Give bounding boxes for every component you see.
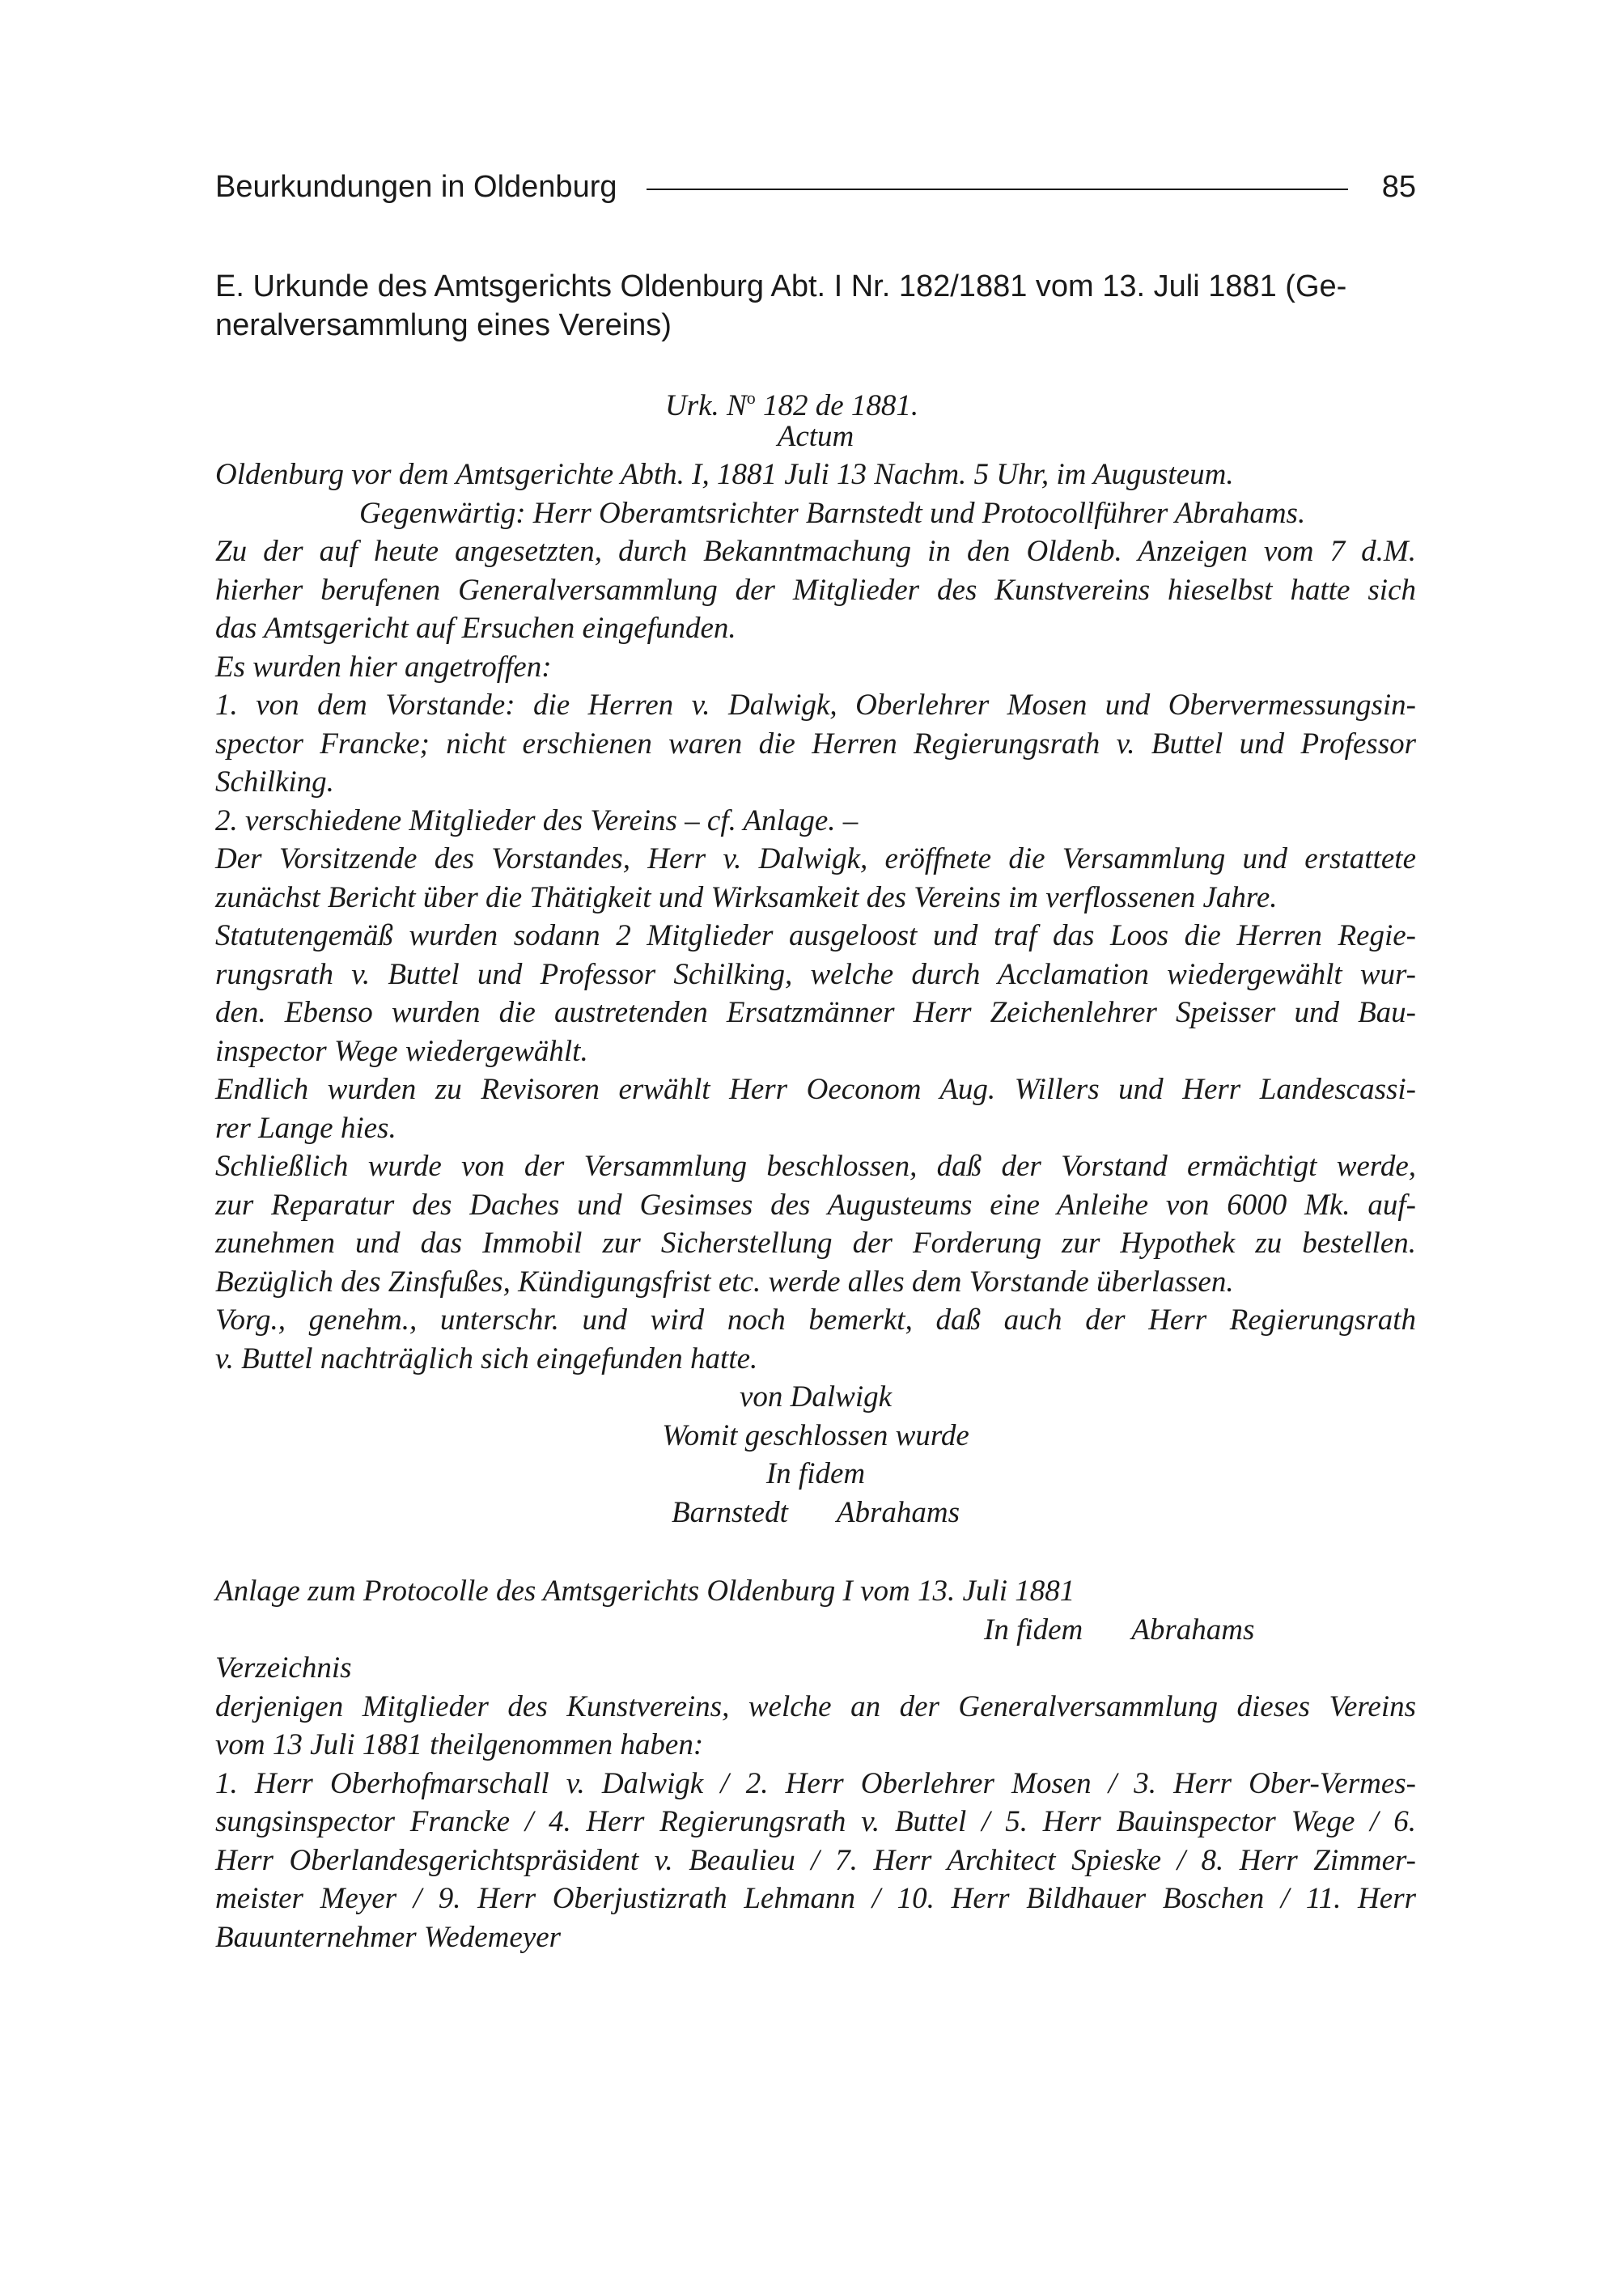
protocol-line: den. Ebenso wurden die austretenden Ersatzmänner Herr Zeichenlehrer Speisser und Bau-	[215, 996, 1416, 1029]
protocol-line: das Amtsgericht auf Ersuchen eingefunden.	[215, 612, 736, 645]
protocol-line: Endlich wurden zu Revisoren erwählt Herr Oeconom Aug. Willers und Herr Landescassi-	[215, 1073, 1416, 1106]
protocol-line: Vorg., genehm., unterschr. und wird noch bemerkt, daß auch der Herr Regierungsrath	[215, 1303, 1416, 1337]
urkunde-number: Urk. $N^o$ 182 de 1881.	[665, 388, 919, 422]
protocol-line: Gegenwärtig: Herr Oberamtsrichter Barnstedt und Protocollführer Abrahams.	[359, 496, 1306, 530]
protocol-line: rungsrath v. Buttel und Professor Schilking, welche durch Acclamation wiedergewählt wur-	[215, 957, 1416, 991]
section-heading-line: E. Urkunde des Amtsgerichts Oldenburg Abt. I Nr. 182/1881 vom 13. Juli 1881 (Ge-	[215, 269, 1347, 303]
annex-line: sungsinspector Francke / 4. Herr Regierungsrath v. Buttel / 5. Herr Bauinspector Wege / 6.	[215, 1805, 1416, 1838]
running-header	[215, 166, 1416, 208]
annex-line: 1. Herr Oberhofmarschall v. Dalwigk / 2. Herr Oberlehrer Mosen / 3. Herr Ober-Vermes-	[215, 1766, 1416, 1800]
protocol-line: zunächst Bericht über die Thätigkeit und Wirksamkeit des Vereins im verflossenen Jahre.	[215, 880, 1278, 914]
annex-line: vom 13 Juli 1881 theilgenommen haben:	[215, 1728, 704, 1761]
signatures	[215, 1494, 1416, 1532]
annex-line: meister Meyer / 9. Herr Oberjustizrath Lehmann / 10. Herr Bildhauer Boschen / 11. Herr	[215, 1882, 1416, 1915]
protocol-line: Zu der auf heute angesetzten, durch Bekanntmachung in den Oldenb. Anzeigen vom 7 d.M.	[215, 535, 1416, 568]
protocol-line: Es wurden hier angetroffen:	[215, 650, 552, 684]
signer-name: von Dalwigk	[739, 1380, 893, 1414]
protocol-line: hierher berufenen Generalversammlung der Mitglieder des Kunstvereins hieselbst hatte sich	[215, 573, 1416, 607]
protocol-line: Bezüglich des Zinsfußes, Kündigungsfrist etc. werde alles dem Vorstande überlassen.	[215, 1265, 1234, 1299]
protocol-transcription	[215, 379, 1416, 1956]
section-heading	[215, 267, 1416, 345]
page-number: 85	[1381, 170, 1416, 204]
protocol-line: Statutengemäß wurden sodann 2 Mitglieder ausgeloost und traf das Loos die Herren Regie-	[215, 919, 1416, 952]
annex-line: Herr Oberlandesgerichtspräsident v. Beaulieu / 7. Herr Architect Spieske / 8. Herr Zimmer-	[215, 1843, 1416, 1877]
protocol-line: v. Buttel nachträglich sich eingefunden hatte.	[215, 1341, 758, 1375]
protocol-line: Der Vorsitzende des Vorstandes, Herr v. Dalwigk, eröffnete die Versammlung und erstattete	[215, 842, 1416, 875]
annex-title: Anlage zum Protocolle des Amtsgerichts Oldenburg I vom 13. Juli 1881	[215, 1575, 1075, 1608]
in-fidem: In fidem	[765, 1457, 866, 1490]
header-rule	[647, 189, 1348, 190]
annex-line: derjenigen Mitglieder des Kunstvereins, welche an der Generalversammlung dieses Vereins	[215, 1689, 1416, 1723]
annex-line: Bauunternehmer Wedemeyer	[215, 1920, 562, 1954]
protocol-line: Oldenburg vor dem Amtsgerichte Abth. I, 1881 Juli 13 Nachm. 5 Uhr, im Augusteum.	[215, 458, 1234, 491]
protocol-line: zur Reparatur des Daches und Gesimses des Augusteums eine Anleihe von 6000 Mk. auf-	[215, 1188, 1416, 1222]
closing-formula: Womit geschlossen wurde	[662, 1418, 969, 1452]
section-heading-line: neralversammlung eines Vereins)	[215, 308, 672, 342]
protocol-line: 1. von dem Vorstande: die Herren v. Dalwigk, Oberlehrer Mosen und Obervermessungsin-	[215, 689, 1416, 722]
running-title: Beurkundungen in Oldenburg	[215, 170, 617, 204]
protocol-line: 2. verschiedene Mitglieder des Vereins – cf. Anlage. –	[215, 803, 859, 837]
protocol-line: rer Lange hies.	[215, 1111, 396, 1145]
signature-barnstedt: Barnstedt	[671, 1495, 788, 1529]
signature-abrahams: Abrahams	[836, 1495, 960, 1529]
actum-heading: Actum	[777, 419, 854, 453]
protocol-line: Schilking.	[215, 765, 334, 799]
protocol-line: Schließlich wurde von der Versammlung beschlossen, daß der Vorstand ermächtigt werde,	[215, 1150, 1416, 1183]
annex-verzeichnis: Verzeichnis	[215, 1651, 352, 1685]
annex-in-fidem: In fidem Abrahams	[984, 1613, 1255, 1647]
protocol-line: spector Francke; nicht erschienen waren die Herren Regierungsrath v. Buttel und Professor	[215, 727, 1416, 761]
protocol-line: zunehmen und das Immobil zur Sicherstellung der Forderung zur Hypothek zu bestellen.	[215, 1227, 1416, 1260]
protocol-line: inspector Wege wiedergewählt.	[215, 1034, 588, 1068]
